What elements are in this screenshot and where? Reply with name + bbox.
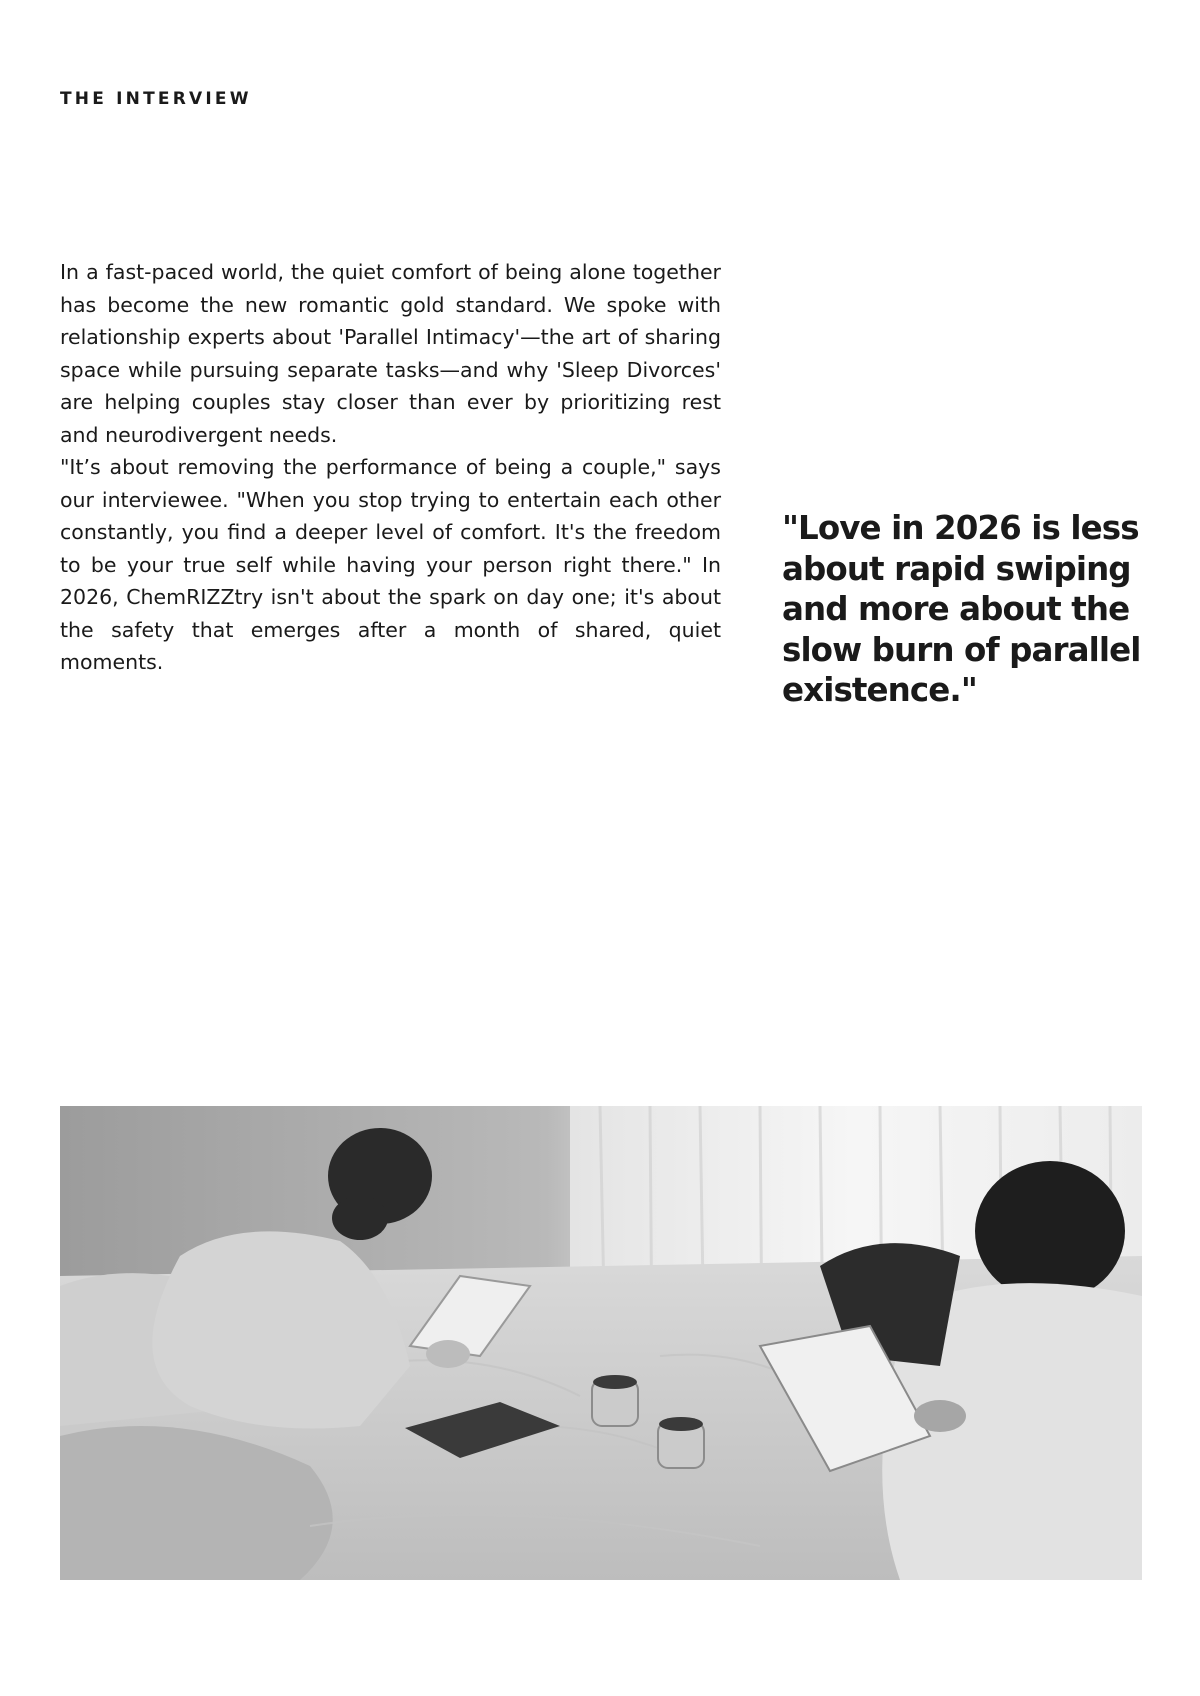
section-label: THE INTERVIEW — [60, 89, 252, 109]
article-body — [60, 256, 721, 679]
pull-quote: "Love in 2026 is less about rapid swiping and more about the slow burn of parallel existence." — [782, 509, 1141, 709]
photo-couple-reading-icon — [60, 1106, 1142, 1580]
article-paragraph-1: In a fast-paced world, the quiet comfort of being alone together has become the new romantic gold standard. We spoke with relationship experts about 'Parallel Intimacy'—the art of sharing space while pursuing separate tasks—and why 'Sleep Divorces' are helping couples stay closer than ever by prioritizing rest and neurodivergent needs. — [60, 260, 721, 447]
article-paragraph-2: "It’s about removing the performance of being a couple," says our interviewee. "When you stop trying to entertain each other constantly, you find a deeper level of comfort. It's the freedom to be your true self while having your person right there." In 2026, ChemRIZZtry isn't about the spark on day one; it's about the safety that emerges after a month of shared, quiet moments. — [60, 455, 721, 674]
article-photo — [60, 1106, 1142, 1580]
